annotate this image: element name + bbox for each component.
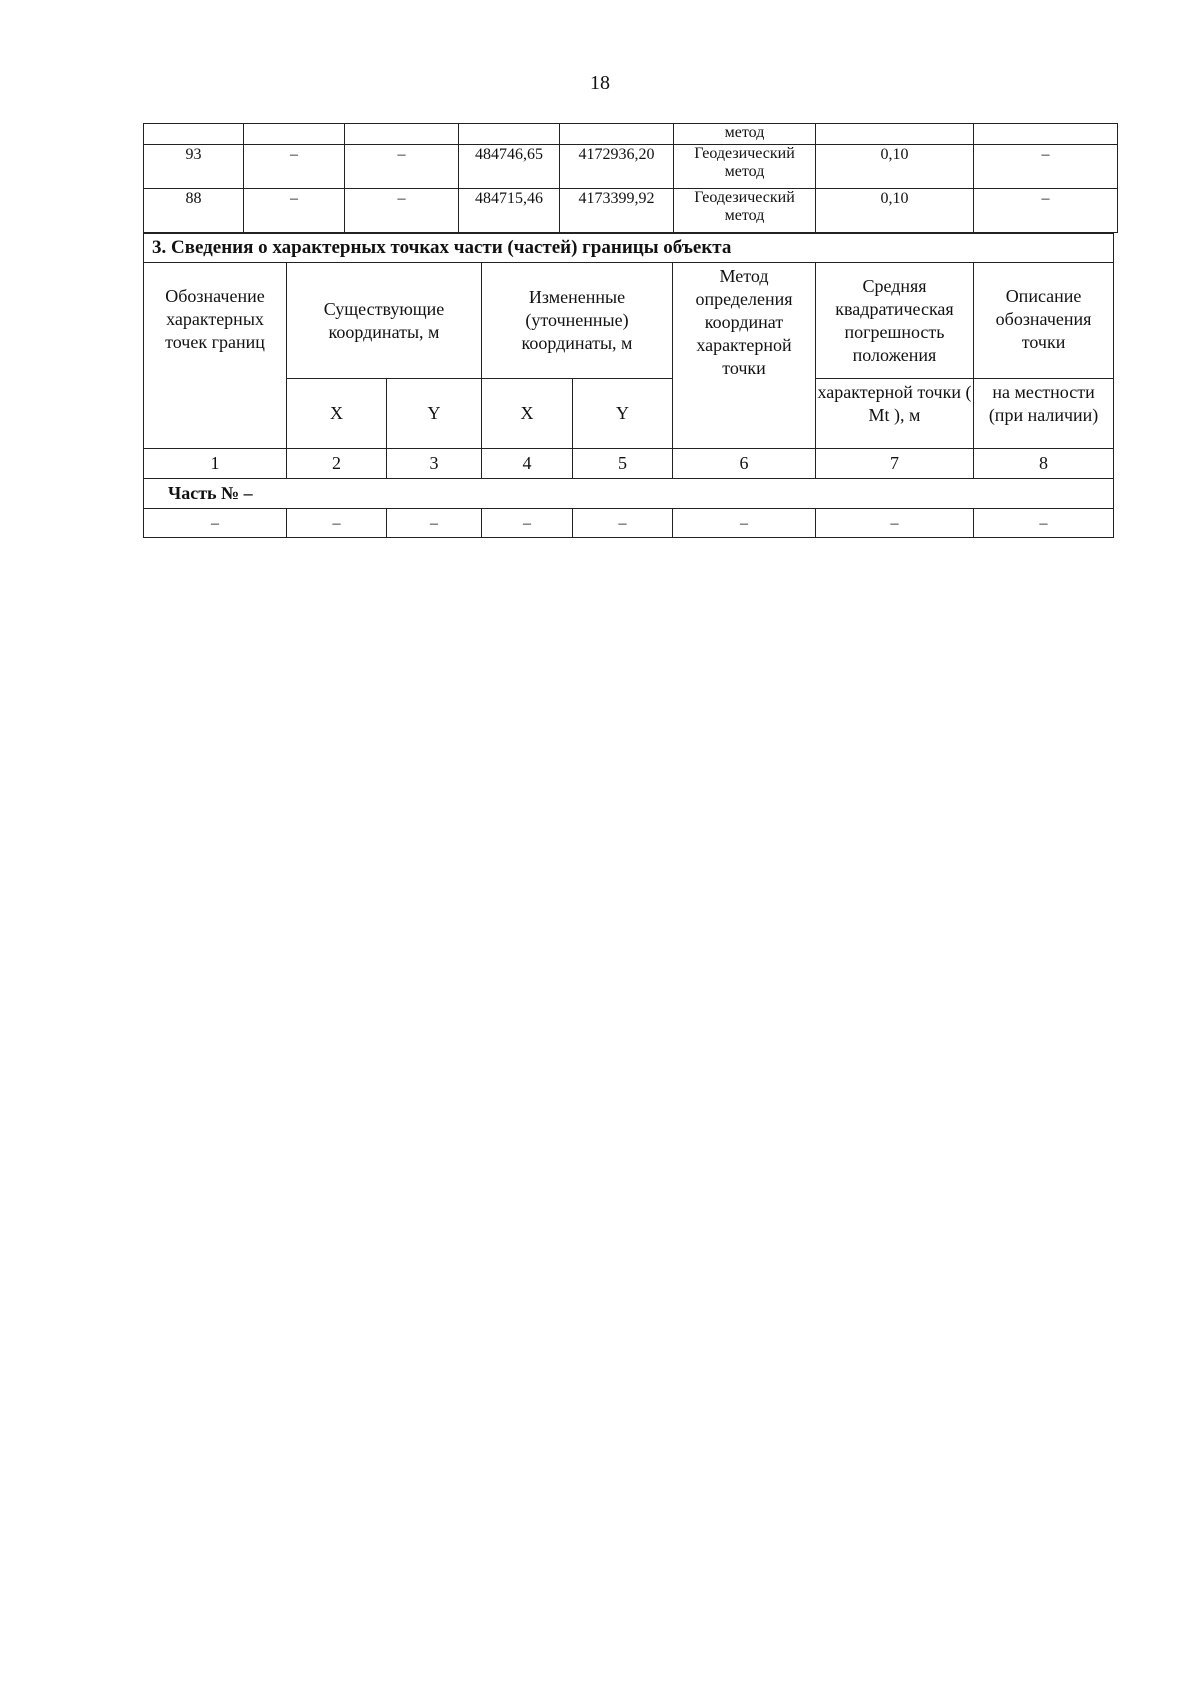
description-cell: –: [974, 189, 1118, 233]
accuracy-cell: 0,10: [816, 189, 974, 233]
y-cell: 4173399,92: [560, 189, 674, 233]
column-number: 4: [482, 449, 573, 479]
section-title: 3. Сведения о характерных точках части (частей) границы объекта: [144, 234, 1114, 263]
column-number: 6: [673, 449, 816, 479]
continued-coordinates-table: [143, 123, 1118, 233]
cell: –: [345, 189, 459, 233]
table-row: [144, 189, 1118, 233]
header-changed-coordinates: Измененные (уточненные) координаты, м: [482, 263, 673, 379]
column-number: 7: [816, 449, 974, 479]
method-cell: Геодезический метод: [674, 189, 816, 233]
cell: [459, 124, 560, 145]
point-cell: 93: [144, 145, 244, 189]
cell: –: [482, 509, 573, 538]
table-row: [144, 145, 1118, 189]
cell: –: [345, 145, 459, 189]
column-number: 3: [387, 449, 482, 479]
header-changed-x: X: [482, 379, 573, 449]
header-accuracy: Средняя квадратическая погрешность положения: [816, 263, 974, 379]
method-cell: Геодезический метод: [674, 145, 816, 189]
y-cell: 4172936,20: [560, 145, 674, 189]
cell: –: [387, 509, 482, 538]
cell: [974, 124, 1118, 145]
cell: –: [244, 145, 345, 189]
header-subrow: [144, 379, 1114, 449]
column-number: 5: [573, 449, 673, 479]
header-row: [144, 263, 1114, 379]
x-cell: 484715,46: [459, 189, 560, 233]
cell: [816, 124, 974, 145]
header-changed-y: Y: [573, 379, 673, 449]
cell: –: [974, 509, 1114, 538]
header-accuracy-continued: характерной точки ( Mt ), м: [816, 379, 974, 449]
column-number: 8: [974, 449, 1114, 479]
section3-table: [143, 233, 1114, 538]
cell: –: [673, 509, 816, 538]
header-existing-x: X: [287, 379, 387, 449]
column-number: 2: [287, 449, 387, 479]
cell: [244, 124, 345, 145]
table-row: [144, 509, 1114, 538]
cell: [345, 124, 459, 145]
cell: –: [287, 509, 387, 538]
x-cell: 484746,65: [459, 145, 560, 189]
header-existing-y: Y: [387, 379, 482, 449]
column-numbers-row: [144, 449, 1114, 479]
header-description-continued: на местности (при наличии): [974, 379, 1114, 449]
cell: –: [573, 509, 673, 538]
point-cell: 88: [144, 189, 244, 233]
cell: –: [816, 509, 974, 538]
header-designation: Обозначение характерных точек границ: [144, 263, 287, 449]
column-number: 1: [144, 449, 287, 479]
method-cell: метод: [674, 124, 816, 145]
description-cell: –: [974, 145, 1118, 189]
section-title-row: [144, 234, 1114, 263]
header-description: Описание обозначения точки: [974, 263, 1114, 379]
cell: [144, 124, 244, 145]
cell: [560, 124, 674, 145]
cell: –: [144, 509, 287, 538]
table-row-fragment: [144, 124, 1118, 145]
page-number: 18: [590, 72, 610, 94]
part-row: [144, 479, 1114, 509]
accuracy-cell: 0,10: [816, 145, 974, 189]
cell: –: [244, 189, 345, 233]
header-method: Метод определения координат характерной точки: [673, 263, 816, 449]
part-label: Часть № –: [144, 479, 1114, 509]
header-existing-coordinates: Существующие координаты, м: [287, 263, 482, 379]
